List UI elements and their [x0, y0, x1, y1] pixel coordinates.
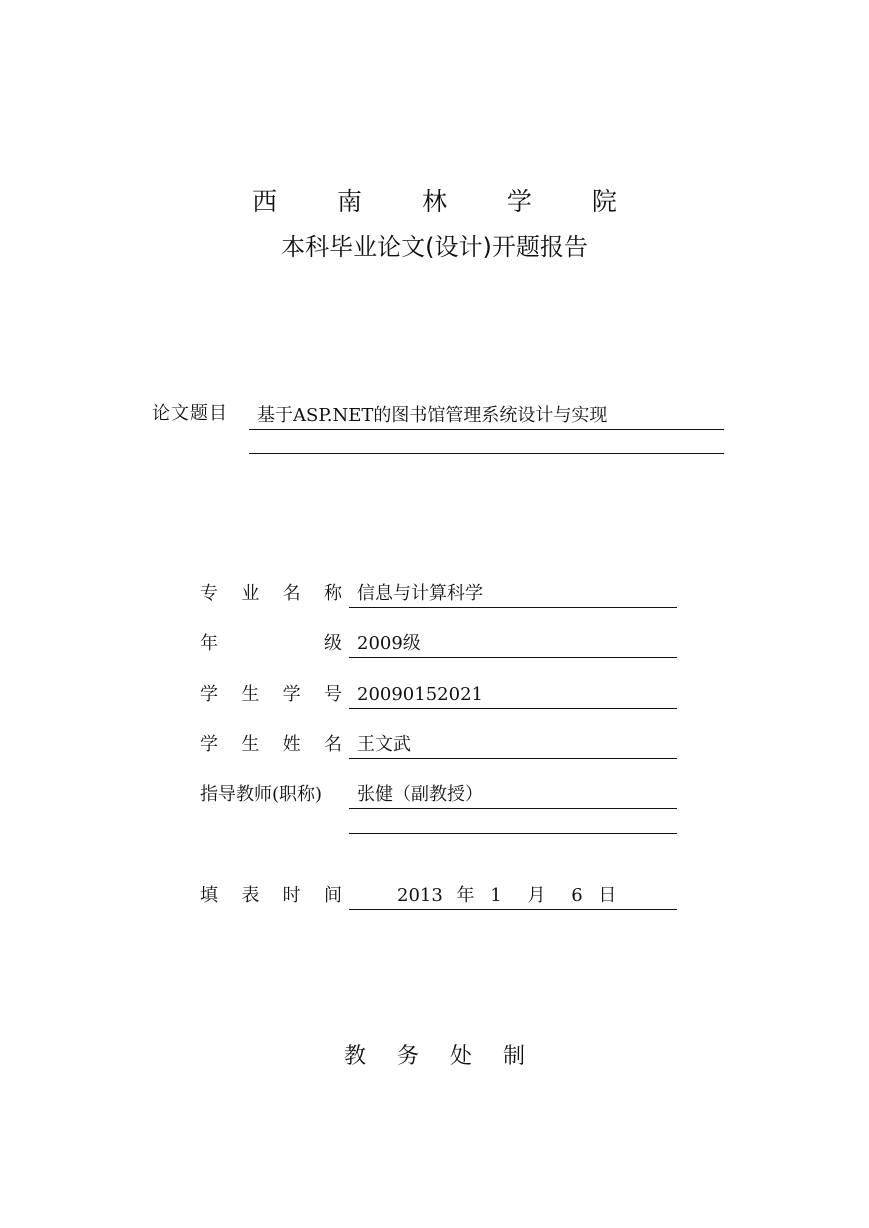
major-value: 信息与计算科学 [349, 581, 677, 608]
grade-label-char: 年 [200, 633, 218, 654]
student-id-label [200, 682, 342, 708]
grade-label-char: 级 [324, 633, 342, 654]
student-name-label [200, 732, 342, 758]
report-title: 本科毕业论文(设计)开题报告 [281, 233, 588, 261]
date-label-char: 间 [323, 885, 342, 906]
advisor-value-line-2 [349, 833, 677, 834]
advisor-value: 张健（副教授） [349, 782, 677, 809]
student-name-label-char: 姓 [282, 734, 301, 755]
date-year: 2013 [397, 885, 443, 906]
date-month: 1 [490, 885, 502, 906]
student-id-label-char: 生 [241, 684, 260, 705]
major-label-char: 业 [241, 583, 260, 604]
thesis-title-line-1: 基于ASP.NET的图书馆管理系统设计与实现 [249, 403, 724, 430]
student-id-label-char: 号 [323, 684, 342, 705]
major-label-char: 专 [200, 583, 218, 604]
date-year-unit: 年 [456, 885, 475, 906]
major-label [200, 581, 342, 607]
student-name-label-char: 生 [241, 734, 260, 755]
date-month-unit: 月 [527, 885, 546, 906]
grade-value: 2009级 [349, 631, 677, 658]
major-label-char: 名 [282, 583, 301, 604]
student-id-value: 20090152021 [349, 682, 677, 709]
student-name-value: 王文武 [349, 732, 677, 759]
student-name-label-char: 名 [323, 734, 342, 755]
date-day-unit: 日 [598, 885, 617, 906]
date-value [349, 883, 677, 910]
student-id-label-char: 学 [282, 684, 301, 705]
date-label-char: 填 [200, 885, 218, 906]
date-label-char: 表 [241, 885, 260, 906]
major-label-char: 称 [323, 583, 342, 604]
thesis-title-label: 论文题目 [152, 403, 228, 424]
date-day: 6 [571, 885, 583, 906]
grade-label [200, 631, 342, 657]
issuing-office: 教 务 处 制 [344, 1044, 537, 1069]
advisor-label: 指导教师(职称) [200, 784, 323, 805]
date-label-char: 时 [282, 885, 301, 906]
thesis-title-line-2 [249, 453, 724, 454]
school-name: 西 南 林 学 院 [252, 187, 643, 216]
student-id-label-char: 学 [200, 684, 218, 705]
student-name-label-char: 学 [200, 734, 218, 755]
date-label [200, 883, 342, 909]
